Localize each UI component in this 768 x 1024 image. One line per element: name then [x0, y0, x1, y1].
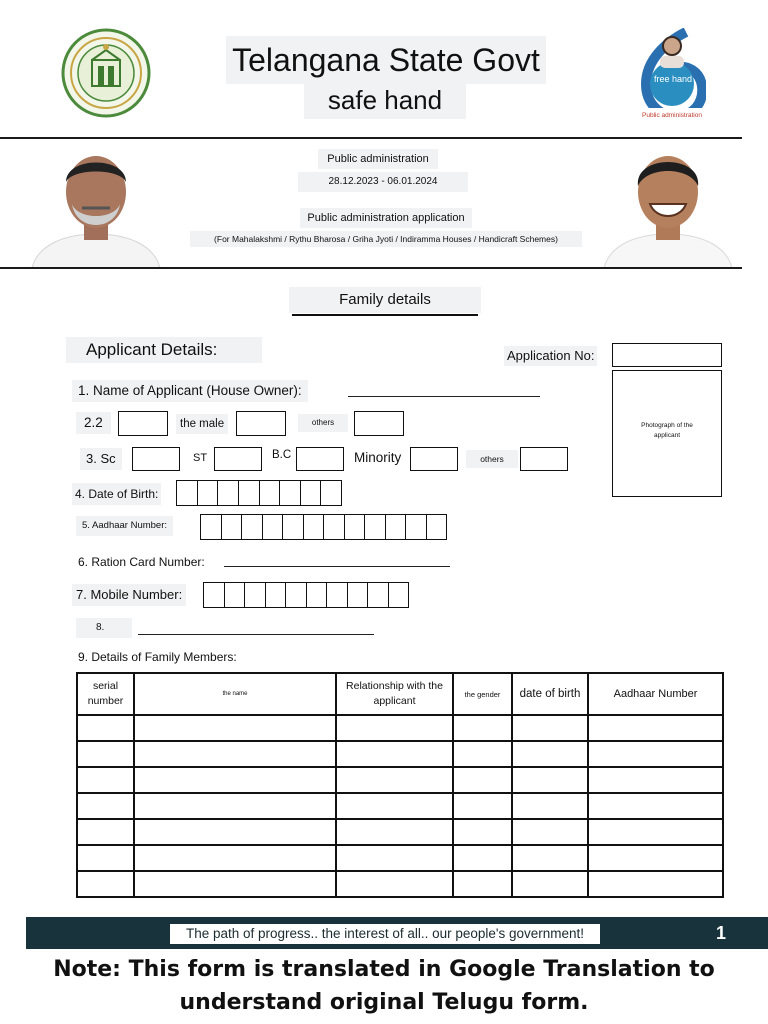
- field-aadhaar-boxes[interactable]: [200, 514, 447, 540]
- state-emblem: [58, 28, 154, 118]
- section-divider: [0, 267, 742, 269]
- application-no-input[interactable]: [612, 343, 722, 367]
- table-row: [77, 845, 723, 871]
- field-mobile-boxes[interactable]: [203, 582, 409, 608]
- application-no-label: Application No:: [504, 346, 597, 366]
- header-divider: [0, 137, 742, 139]
- caste-minority-label: Minority: [354, 450, 402, 465]
- caste-bc-label: B.C: [272, 449, 292, 461]
- field-ration-card-label: 6. Ration Card Number:: [78, 555, 205, 569]
- table-row: [77, 767, 723, 793]
- section-title-underline: [292, 314, 478, 316]
- gender-others-box[interactable]: [354, 411, 404, 436]
- photo-label: Photograph of the applicant: [641, 422, 693, 439]
- col-aadhaar: Aadhaar Number: [588, 673, 723, 715]
- portrait-left: [28, 146, 164, 268]
- gender-male-box[interactable]: [236, 411, 286, 436]
- col-relationship: Relationship with the applicant: [336, 673, 453, 715]
- table-row: [77, 715, 723, 741]
- field-8-line[interactable]: [138, 634, 374, 635]
- col-gender: the gender: [453, 673, 512, 715]
- gender-male-label: the male: [176, 414, 228, 434]
- field-gender-number: 2.2: [76, 412, 111, 434]
- page-subtitle: safe hand: [304, 81, 466, 119]
- application-title: Public administration application: [300, 208, 472, 228]
- caste-bc-box[interactable]: [296, 447, 344, 471]
- scheme-list: (For Mahalakshmi / Rythu Bharosa / Griha Jyoti / Indiramma Houses / Handicraft Schemes): [190, 231, 582, 247]
- caste-others-label: others: [466, 450, 518, 468]
- table-row: [77, 741, 723, 767]
- caste-sc-label: 3. Sc: [80, 448, 122, 470]
- field-family-members-label: 9. Details of Family Members:: [78, 650, 237, 664]
- program-title: Public administration: [318, 149, 438, 169]
- caste-minority-box[interactable]: [410, 447, 458, 471]
- gender-others-label: others: [298, 414, 348, 432]
- gender-female-box[interactable]: [118, 411, 168, 436]
- field-applicant-name-label: 1. Name of Applicant (House Owner):: [72, 380, 308, 402]
- col-dob: date of birth: [512, 673, 588, 715]
- field-dob-boxes[interactable]: [176, 480, 342, 506]
- page-number: 1: [715, 923, 726, 943]
- caste-sc-box[interactable]: [132, 447, 180, 471]
- field-mobile-label: 7. Mobile Number:: [72, 584, 186, 606]
- page-title: Telangana State Govt: [226, 36, 546, 84]
- program-dates: 28.12.2023 - 06.01.2024: [298, 172, 468, 192]
- field-aadhaar-label: 5. Aadhaar Number:: [76, 516, 173, 536]
- translation-note: Note: This form is translated in Google Translation to understand original Telugu form.: [53, 957, 715, 1015]
- portrait-right: [598, 146, 738, 268]
- field-ration-card-line[interactable]: [224, 566, 450, 567]
- caste-st-label: ST: [193, 452, 208, 464]
- section-title: Family details: [289, 287, 481, 313]
- field-applicant-name-line[interactable]: [348, 396, 540, 397]
- field-dob-label: 4. Date of Birth:: [72, 483, 161, 505]
- family-members-table: [76, 672, 724, 898]
- scheme-badge: [638, 28, 706, 124]
- field-8-label: 8.: [76, 618, 132, 638]
- col-serial: serial number: [77, 673, 134, 715]
- caste-others-box[interactable]: [520, 447, 568, 471]
- footer-slogan: The path of progress.. the interest of all.. our people's government!: [170, 924, 600, 944]
- badge-text: free hand: [653, 74, 693, 84]
- caste-st-box[interactable]: [214, 447, 262, 471]
- col-name: the name: [134, 673, 336, 715]
- table-row: [77, 793, 723, 819]
- applicant-heading: Applicant Details:: [66, 337, 262, 363]
- table-header-row: [77, 673, 723, 715]
- badge-caption: Public administration: [642, 112, 702, 119]
- table-row: [77, 819, 723, 845]
- table-row: [77, 871, 723, 897]
